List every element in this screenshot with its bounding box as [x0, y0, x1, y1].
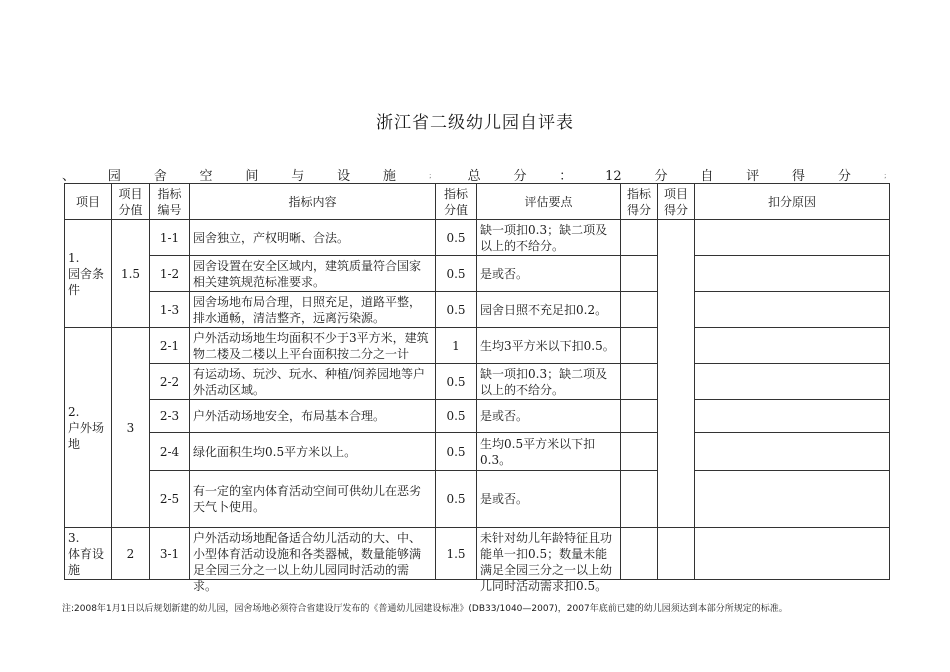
indicator-score: 1.5	[436, 528, 477, 580]
indicator-no: 2-3	[150, 400, 190, 433]
table-row	[65, 256, 890, 292]
subtitle-char: 分	[513, 169, 527, 184]
indicator-content: 户外活动场地配备适合幼儿活动的大、中、小型体育活动设施和各类器械，数量能够满足全园三分之一以上幼儿园同时活动的需求。	[193, 530, 422, 593]
key-points: 生均0.5平方米以下扣0.3。	[477, 433, 621, 471]
subtitle-colon: ：	[559, 169, 573, 184]
subtitle-char: 评	[746, 169, 760, 184]
indicator-content: 园舍设置在安全区域内，建筑质量符合国家相关建筑规范标准要求。	[190, 256, 436, 292]
category-text: 园舍条件	[68, 266, 105, 297]
subtitle-char: 设	[337, 169, 351, 184]
subtitle-char: 园	[107, 169, 121, 184]
deduct-reason-cell[interactable]	[695, 364, 890, 400]
subtitle-char: 施	[382, 169, 396, 184]
category-score: 1.5	[112, 220, 150, 328]
header-indicator-content: 指标内容	[190, 184, 436, 220]
table-row	[65, 220, 890, 256]
key-points: 是或否。	[477, 471, 621, 528]
indicator-got-cell[interactable]	[621, 256, 658, 292]
subtitle-char: 得	[792, 169, 806, 184]
header-item-score: 项目分值	[112, 184, 150, 220]
deduct-reason-cell[interactable]	[695, 528, 890, 580]
header-item-got: 项目得分	[658, 184, 695, 220]
indicator-got-cell[interactable]	[621, 433, 658, 471]
key-points: 缺一项扣0.3；缺二项及以上的不给分。	[477, 364, 621, 400]
header-item: 项目	[65, 184, 112, 220]
subtitle-char: 自	[700, 169, 714, 184]
header-key-points: 评估要点	[477, 184, 621, 220]
category-label	[65, 328, 112, 528]
footnote: 注:2008年1月1日以后规划新建的幼儿园，园舍场地必须符合省建设厅发布的《普通幼儿园建设标准》(DB33/1040—2007)，2007年底前已建的幼儿园须达到本部分所规定的标准。	[62, 604, 788, 614]
indicator-score: 0.5	[436, 220, 477, 256]
indicator-content: 园舍独立，产权明晰、合法。	[190, 220, 436, 256]
deduct-reason-cell[interactable]	[695, 471, 890, 528]
key-points: 园舍日照不充足扣0.2。	[477, 292, 621, 328]
table-row	[65, 328, 890, 364]
key-points: 生均3平方米以下扣0.5。	[477, 328, 621, 364]
table-row	[65, 400, 890, 433]
indicator-no: 2-4	[150, 433, 190, 471]
header-row	[65, 184, 890, 220]
category-text: 体育设施	[68, 546, 105, 577]
indicator-content: 园舍场地布局合理，日照充足，道路平整，排水通畅，清洁整齐，远离污染源。	[190, 292, 436, 328]
header-indicator-no: 指标编号	[150, 184, 190, 220]
indicator-got-cell[interactable]	[621, 220, 658, 256]
category-number: 2.	[68, 404, 80, 419]
key-points: 是或否。	[477, 256, 621, 292]
indicator-got-cell[interactable]	[621, 471, 658, 528]
subtitle-end-mark: ；	[883, 173, 890, 180]
table-row	[65, 433, 890, 471]
header-indicator-got: 指标得分	[621, 184, 658, 220]
subtitle-char: 分	[654, 169, 668, 184]
indicator-content: 户外活动场地生均面积不少于3平方米，建筑物二楼及二楼以上平台面积按二分之一计	[193, 330, 429, 361]
indicator-content: 有运动场、玩沙、玩水、种植/饲养园地等户外活动区域。	[190, 364, 436, 400]
subtitle-char: 与	[291, 169, 305, 184]
indicator-no: 3-1	[150, 528, 190, 580]
indicator-score: 1	[436, 328, 477, 364]
indicator-no: 1-2	[150, 256, 190, 292]
subtitle-prefix: 、	[62, 169, 76, 184]
table-row	[65, 528, 890, 580]
indicator-content: 户外活动场地安全，布局基本合理。	[190, 400, 436, 433]
item-got-cell[interactable]	[658, 220, 695, 528]
header-deduct-reason: 扣分原因	[695, 184, 890, 220]
indicator-got-cell[interactable]	[621, 364, 658, 400]
subtitle-char: 总	[467, 169, 481, 184]
key-points: 是或否。	[477, 400, 621, 433]
subtitle-total-value: 12	[605, 169, 622, 184]
indicator-score: 0.5	[436, 471, 477, 528]
category-score: 3	[112, 328, 150, 528]
indicator-no: 1-1	[150, 220, 190, 256]
indicator-no: 2-5	[150, 471, 190, 528]
deduct-reason-cell[interactable]	[695, 256, 890, 292]
evaluation-table	[64, 183, 890, 593]
indicator-score: 0.5	[436, 433, 477, 471]
category-score: 2	[112, 528, 150, 580]
subtitle-char: 间	[245, 169, 259, 184]
subtitle-char: 分	[837, 169, 851, 184]
deduct-reason-cell[interactable]	[695, 328, 890, 364]
category-label	[65, 528, 112, 580]
deduct-reason-cell[interactable]	[695, 433, 890, 471]
category-number: 3.	[68, 530, 80, 545]
table-row	[65, 292, 890, 328]
page-title: 浙江省二级幼儿园自评表	[376, 113, 574, 133]
indicator-no: 2-2	[150, 364, 190, 400]
category-number: 1.	[68, 250, 80, 265]
section-subtitle	[62, 168, 890, 184]
indicator-got-cell[interactable]	[621, 328, 658, 364]
indicator-score: 0.5	[436, 364, 477, 400]
indicator-score: 0.5	[436, 256, 477, 292]
table-row	[65, 471, 890, 528]
deduct-reason-cell[interactable]	[695, 220, 890, 256]
category-text: 户外场地	[68, 420, 105, 451]
indicator-score: 0.5	[436, 400, 477, 433]
subtitle-mark: ；	[428, 173, 435, 180]
table-row	[65, 364, 890, 400]
item-got-cell[interactable]	[658, 528, 695, 580]
deduct-reason-cell[interactable]	[695, 292, 890, 328]
deduct-reason-cell[interactable]	[695, 400, 890, 433]
indicator-score: 0.5	[436, 292, 477, 328]
subtitle-char: 舍	[153, 169, 167, 184]
key-points: 未针对幼儿年龄特征且功能单一扣0.5；数量未能满足全园三分之一以上幼儿同时活动需求扣0.5。	[480, 530, 613, 593]
indicator-got-cell[interactable]	[621, 292, 658, 328]
indicator-no: 2-1	[150, 328, 190, 364]
indicator-content: 绿化面积生均0.5平方米以上。	[190, 433, 436, 471]
indicator-got-cell[interactable]	[621, 400, 658, 433]
indicator-content: 有一定的室内体育活动空间可供幼儿在恶劣天气卜使用。	[190, 471, 436, 528]
indicator-no: 1-3	[150, 292, 190, 328]
header-indicator-score: 指标分值	[436, 184, 477, 220]
indicator-got-cell[interactable]	[621, 528, 658, 580]
subtitle-char: 空	[199, 169, 213, 184]
key-points: 缺一项扣0.3；缺二项及以上的不给分。	[477, 220, 621, 256]
category-label	[65, 220, 112, 328]
